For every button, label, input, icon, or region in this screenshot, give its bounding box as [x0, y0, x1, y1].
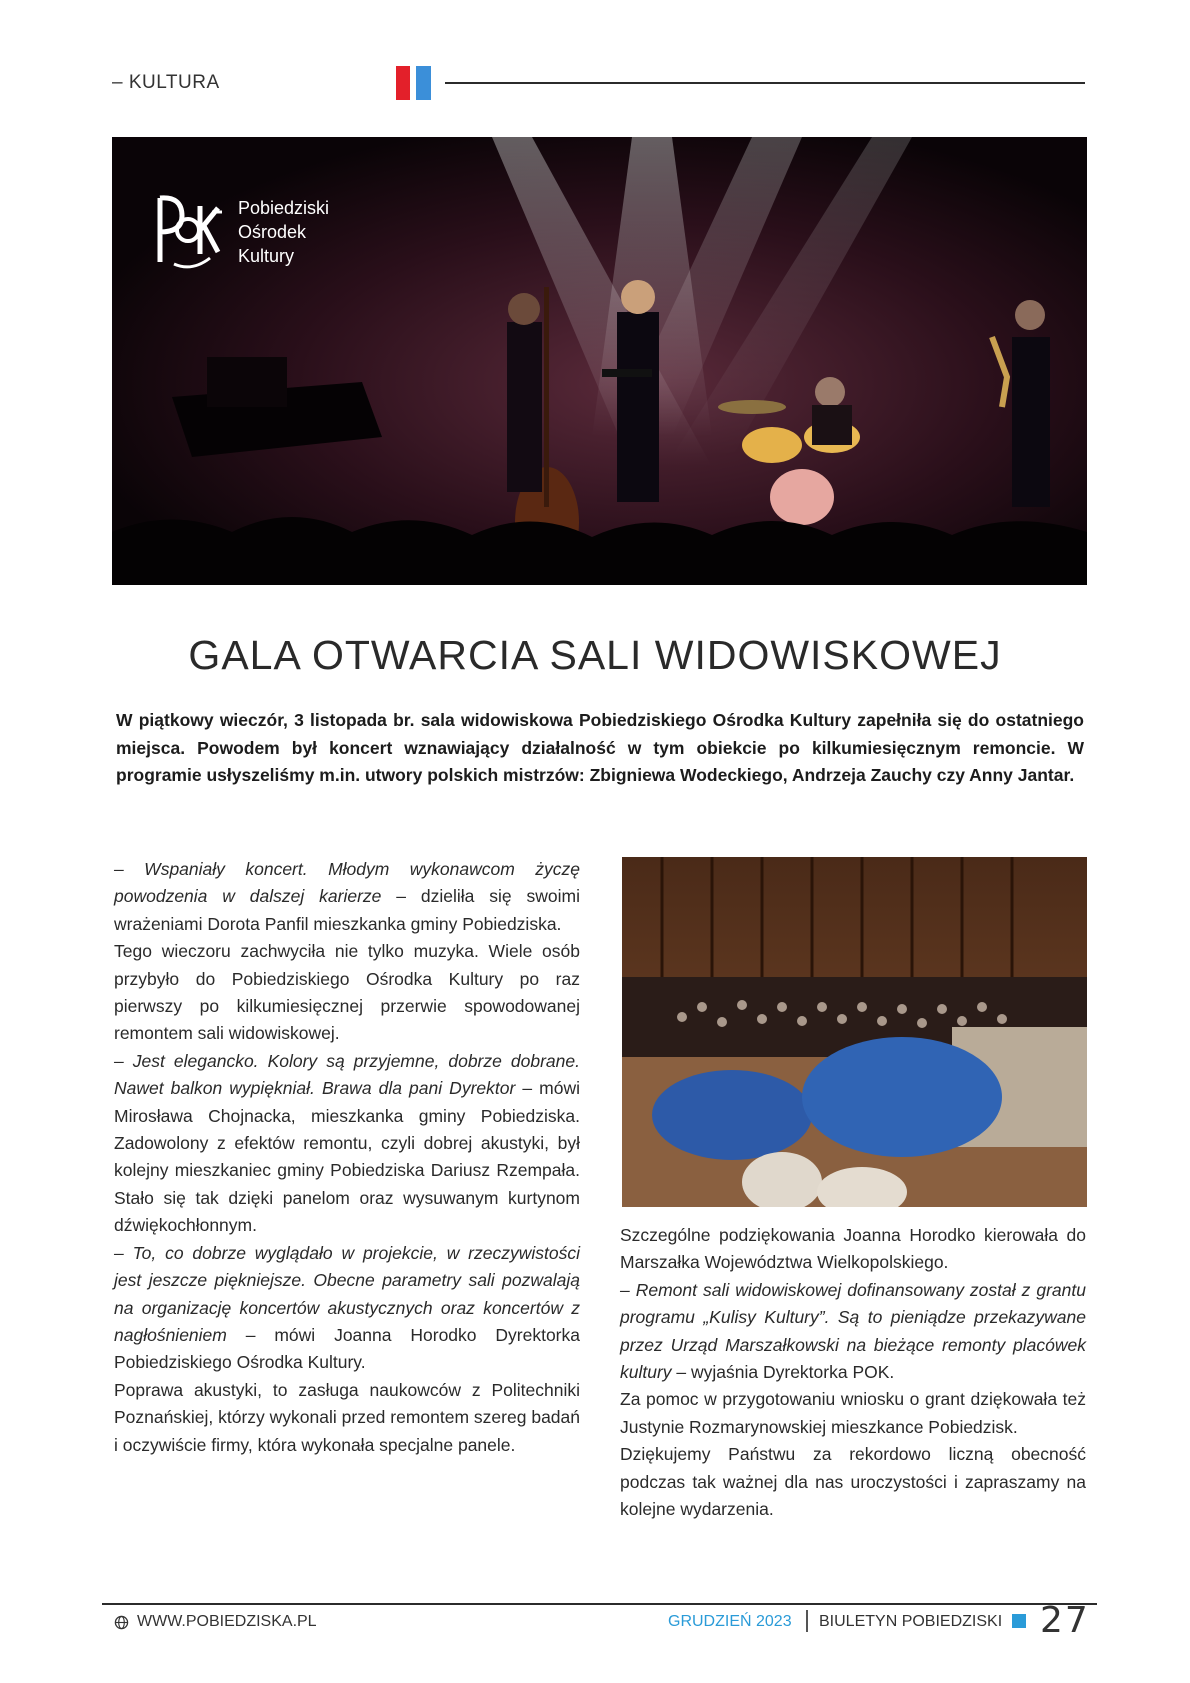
section-label: – KULTURA: [112, 72, 220, 93]
issue-date: GRUDZIEŃ 2023: [668, 1613, 792, 1630]
paragraph: – To, co dobrze wyglądało w projekcie, w rzeczywistości jest jeszcze piękniejsze. Obecne parametry sali pozwalają na organizację koncertów akustycznych oraz koncertów z nagłośnieniem – mówi Joanna Horodko Dyrektorka Pobiedziskiego Ośrodka Kultury.: [114, 1242, 580, 1373]
paragraph: – Wspaniały koncert. Młodym wykonawcom życzę powodzenia w dalszej karierze – dzieliła się swoimi wrażeniami Dorota Panfil mieszkanka gminy Pobiedziska.: [114, 859, 581, 934]
right-column: [620, 1222, 1086, 1523]
pok-logo-text: [238, 196, 329, 268]
paragraph: Dziękujemy Państwu za rekordowo liczną obecność podczas tak ważnej dla nas uroczystości i zapraszamy na kolejne wydarzenia.: [620, 1444, 1086, 1520]
article-title: GALA OTWARCIA SALI WIDOWISKOWEJ: [188, 632, 1002, 678]
accent-square: [1012, 1614, 1026, 1628]
footer-website[interactable]: [114, 1613, 317, 1631]
footer-rule: [102, 1603, 1097, 1605]
pok-logo-line-1: Pobiedziski: [238, 198, 330, 218]
paragraph: – Remont sali widowiskowej dofinansowany został z grantu programu „Kulisy Kultury”. Są to pieniądze przekazywane przez Urząd Marszałkowski na bieżące remonty placówek kultury – wyjaśnia Dyrektorka POK.: [620, 1279, 1086, 1383]
footer-separator: [806, 1610, 808, 1632]
paragraph: Poprawa akustyki, to zasługa naukowców z Politechniki Poznańskiej, którzy wykonali przed remontem szereg badań i oczywiście firmy, która wykonała specjalne panele.: [114, 1379, 580, 1455]
pok-logo-mark: [152, 192, 226, 272]
article-lead: W piątkowy wieczór, 3 listopada br. sala widowiskowa Pobiedziskiego Ośrodka Kultury zapełniła się do ostatniego miejsca. Powodem był koncert wznawiający działalność w tym obiekcie po kilkumiesięcznym remoncie. W programie usłyszeliśmy m.in. utwory polskich mistrzów: Zbigniewa Wodeckiego, Andrzeja Zauchy czy Anny Jantar.: [116, 710, 1084, 785]
paragraph: Szczególne podziękowania Joanna Horodko kierowała do Marszałka Województwa Wielkopolskiego.: [620, 1225, 1086, 1273]
page-number: 27: [1040, 1600, 1090, 1641]
globe-icon: [114, 1615, 129, 1630]
hall-photo: [622, 857, 1087, 1207]
pok-logo: [152, 192, 352, 282]
paragraph: Tego wieczoru zachwyciła nie tylko muzyka. Wiele osób przybyło do Pobiedziskiego Ośrodka Kultury po raz pierwszy po kilkumiesięcznej przerwie spowodowanej remontem sali widowiskowej.: [114, 941, 580, 1044]
section-flag: [396, 66, 432, 100]
left-column: [114, 856, 580, 1459]
publication-name: BIULETYN POBIEDZISKI: [819, 1613, 1003, 1630]
paragraph: Za pomoc w przygotowaniu wniosku o grant dziękowała też Justynie Rozmarynowskiej mieszkance Pobiedzisk.: [620, 1389, 1086, 1437]
pok-logo-line-2: Ośrodek: [238, 222, 307, 242]
paragraph: – Jest elegancko. Kolory są przyjemne, dobrze dobrane. Nawet balkon wypiękniał. Brawa dla pani Dyrektor – mówi Mirosława Chojnacka, mieszkanka gminy Pobiedziska. Zadowolony z efektów remontu, czyli dobrej akustyki, był kolejny mieszkaniec gminy Pobiedziska Dariusz Rzempała. Stało się tak dzięki panelom oraz wysuwanym kurtynom dźwiękochłonnym.: [114, 1050, 581, 1236]
header-rule: [445, 82, 1085, 84]
website-link[interactable]: WWW.POBIEDZISKA.PL: [137, 1613, 317, 1630]
hero-photo: [112, 137, 1087, 585]
pok-logo-line-3: Kultury: [238, 246, 295, 266]
